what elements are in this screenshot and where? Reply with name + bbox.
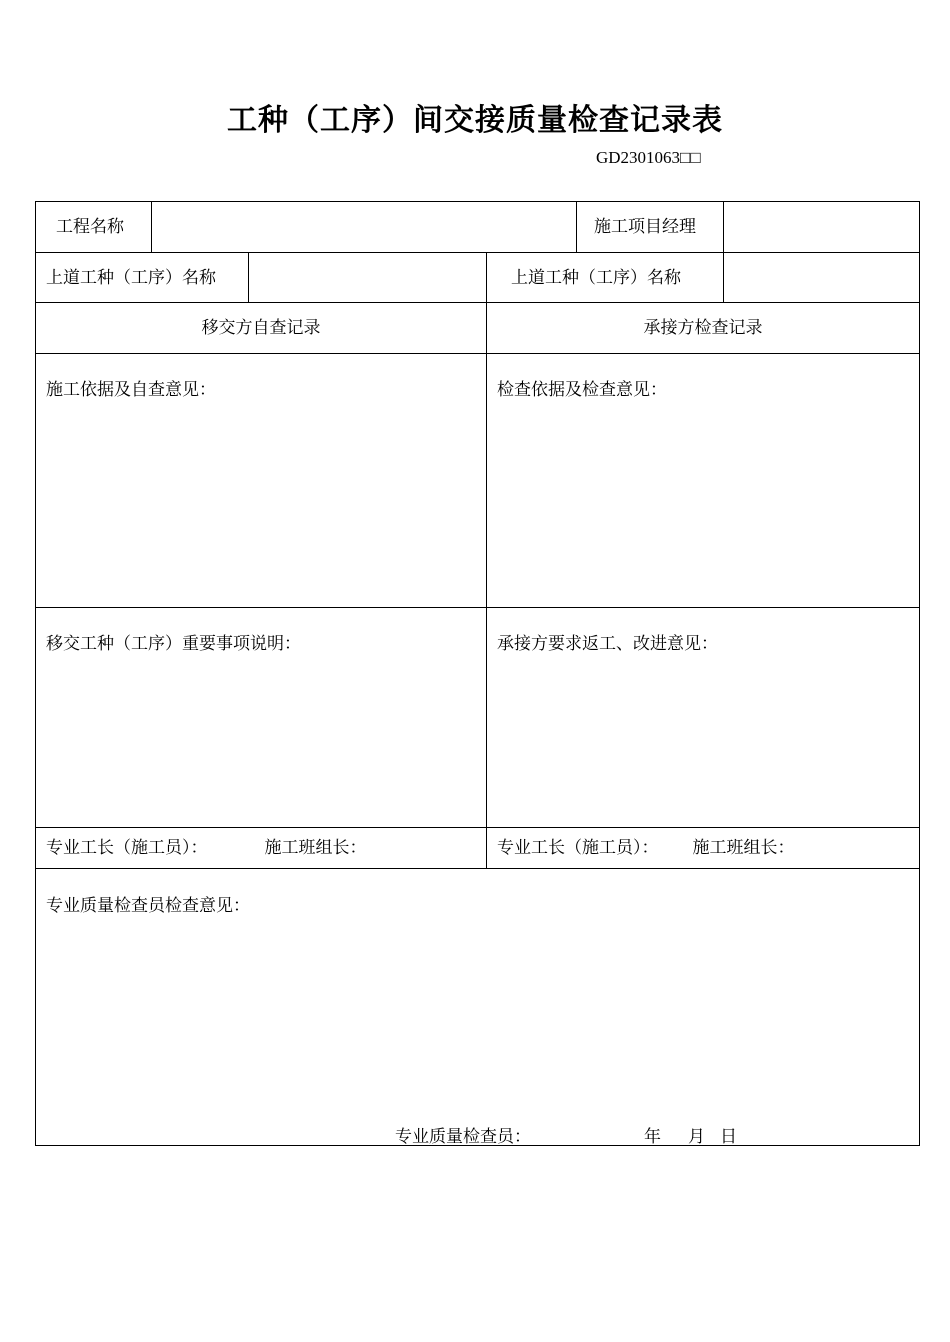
receiver-signatures-row (486, 827, 920, 869)
quality-inspector-opinion-cell[interactable] (35, 868, 920, 1146)
project-manager-label: 施工项目经理 (576, 201, 724, 253)
receiver-check-header: 承接方检查记录 (486, 302, 920, 354)
handover-notes-cell[interactable] (35, 607, 487, 828)
prev-process-value-right[interactable] (723, 252, 920, 303)
construction-basis-label: 施工依据及自查意见： (46, 380, 216, 400)
inspection-basis-label: 检查依据及检查意见： (497, 380, 667, 400)
prev-process-label-right: 上道工种（工序）名称 (486, 252, 724, 303)
quality-inspector-opinion-label: 专业质量检查员检查意见： (46, 896, 250, 916)
receiver-foreman-label: 专业工长（施工员）： (497, 838, 659, 858)
project-manager-value[interactable] (723, 201, 920, 253)
project-name-value[interactable] (151, 201, 577, 253)
document-code: GD2301063□□ (596, 148, 701, 167)
project-name-label: 工程名称 (35, 201, 152, 253)
prev-process-label-left: 上道工种（工序）名称 (35, 252, 249, 303)
document-title: 工种（工序）间交接质量检查记录表 (227, 103, 723, 138)
construction-basis-cell[interactable] (35, 353, 487, 608)
handover-foreman-label: 专业工长（施工员）： (46, 838, 208, 858)
handover-notes-label: 移交工种（工序）重要事项说明： (46, 634, 301, 654)
quality-inspector-sign-label: 专业质量检查员： (395, 1127, 531, 1147)
year-label: 年 (644, 1127, 661, 1147)
handover-signatures-row (35, 827, 487, 869)
handover-self-check-header: 移交方自查记录 (35, 302, 487, 354)
rework-opinion-label: 承接方要求返工、改进意见： (497, 634, 718, 654)
prev-process-value-left[interactable] (248, 252, 487, 303)
inspection-basis-cell[interactable] (486, 353, 920, 608)
rework-opinion-cell[interactable] (486, 607, 920, 828)
handover-team-leader-label: 施工班组长： (264, 838, 367, 858)
month-label: 月 (688, 1127, 705, 1147)
day-label: 日 (720, 1127, 737, 1147)
receiver-team-leader-label: 施工班组长： (692, 838, 795, 858)
